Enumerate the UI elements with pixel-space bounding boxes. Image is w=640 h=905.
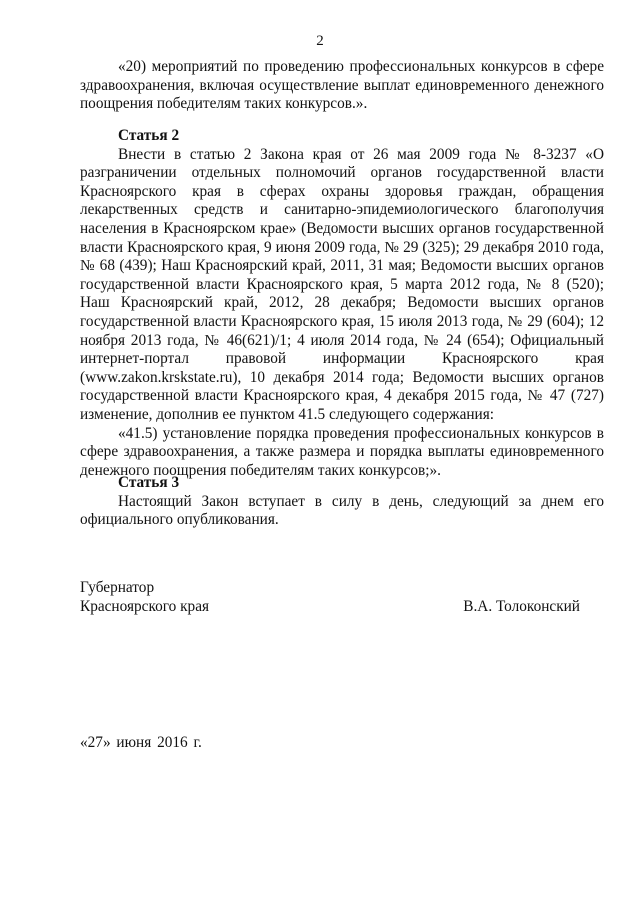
article-2-line: интернет-портал правовой информации Красноярского края [80, 350, 604, 368]
article-2-line: № 68 (439); Наш Красноярский край, 2011, 31 мая; Ведомости высших органов [80, 257, 604, 275]
article-2-quote-line: денежного поощрения победителям таких конкурсов;». [80, 461, 442, 479]
article-2-heading: Статья 2 [118, 127, 180, 144]
article-3 [80, 474, 604, 530]
intro-paragraph [80, 58, 604, 114]
article-2-line: (www.zakon.krskstate.ru), 10 декабря 2014 года; Ведомости высших органов [80, 368, 604, 386]
article-2-line: изменение, дополнив ее пунктом 41.5 следующего содержания: [80, 405, 495, 423]
intro-line: «20) мероприятий по проведению профессиональных конкурсов в сфере [118, 58, 604, 75]
page-number: 2 [316, 33, 324, 49]
intro-line: здравоохранения, включая осуществление выплат единовременного денежного [80, 76, 604, 94]
article-2-line: Внести в статью 2 Закона края от 26 мая 2009 года № 8-3237 «О [118, 145, 604, 163]
article-2-line: разграничении отдельных полномочий органов государственной власти [80, 164, 604, 182]
article-3-line: Настоящий Закон вступает в силу в день, следующий за днем его [118, 492, 604, 510]
article-2-line: власти Красноярского края, 9 июня 2009 года, № 29 (325); 29 декабря 2010 года, [80, 238, 604, 256]
article-2-line: Наш Красноярский край, 2012, 28 декабря; Ведомости высших органов [80, 294, 604, 312]
article-2-line: ноября 2013 года, № 46(621)/1; 4 июля 2014 года, № 24 (654); Официальный [80, 331, 604, 349]
article-3-heading: Статья 3 [118, 474, 180, 491]
article-2-line: Красноярского края в сферах охраны здоровья граждан, обращения [80, 182, 604, 200]
article-3-line: официального опубликования. [80, 511, 279, 529]
article-2-line: населения в Красноярском крае» (Ведомости высших органов государственной [80, 219, 604, 237]
article-2 [80, 127, 604, 480]
article-2-line: лекарственных средств и санитарно-эпидемиологического благополучия [80, 201, 604, 219]
article-2-line: государственной власти Красноярского края, 4 декабря 2015 года, № 47 (727) [80, 387, 604, 405]
article-2-quote-line: «41.5) установление порядка проведения профессиональных конкурсов в [118, 424, 604, 442]
signature-block [80, 578, 580, 616]
signatory-name: В.А. Толоконский [463, 598, 580, 615]
signature-title-line: Красноярского края [80, 598, 210, 615]
signature-title-line: Губернатор [80, 579, 155, 596]
article-2-quote-line: сфере здравоохранения, а также размера и порядка выплаты единовременного [80, 443, 604, 461]
article-2-line: государственной власти Красноярского края, 15 июля 2013 года, № 29 (604); 12 [80, 312, 604, 330]
document-date: «27» июня 2016 г. [80, 734, 202, 751]
intro-line: поощрения победителям таких конкурсов.». [80, 95, 368, 113]
article-2-line: государственной власти Красноярского края, 5 марта 2012 года, № 8 (520); [80, 275, 604, 293]
